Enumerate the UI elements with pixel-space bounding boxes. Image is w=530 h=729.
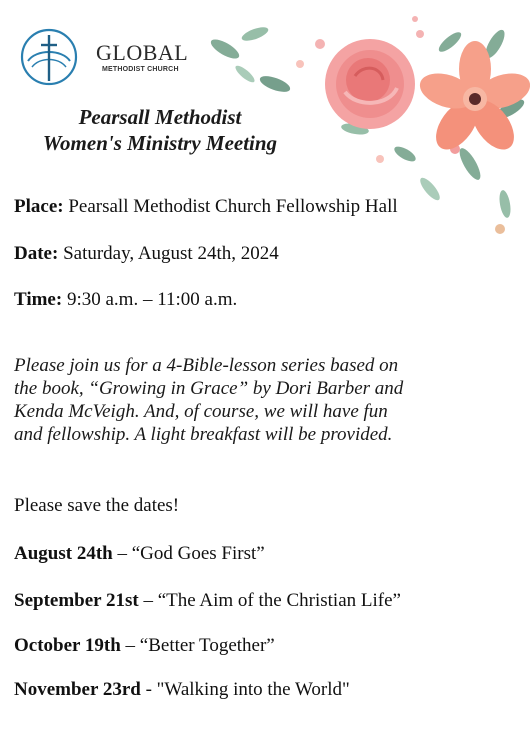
date-label: Date: [14, 243, 59, 264]
date-line [14, 243, 279, 265]
description-line: the book, “Growing in Grace” by Dori Barber and [14, 378, 404, 399]
session-separator: – [138, 590, 158, 611]
session-date: August 24th [14, 543, 113, 564]
org-name [96, 42, 188, 73]
place-line [14, 196, 398, 218]
session-date: October 19th [14, 635, 121, 656]
session-date: September 21st [14, 590, 139, 611]
session-item [14, 543, 265, 565]
session-topic: “God Goes First” [131, 543, 265, 564]
event-title-line-2: Women's Ministry Meeting [42, 131, 278, 155]
place-value: Pearsall Methodist Church Fellowship Hall [68, 196, 398, 217]
save-dates-text: Please save the dates! [14, 495, 180, 516]
session-item [14, 635, 275, 657]
session-separator: – [112, 543, 132, 564]
session-topic: “Better Together” [139, 635, 275, 656]
org-subtitle: METHODIST CHURCH [102, 66, 179, 73]
time-label: Time: [14, 289, 63, 310]
description-line: and fellowship. A light breakfast will be provided. [14, 424, 393, 445]
event-title-line-1: Pearsall Methodist [78, 105, 242, 129]
session-item [14, 590, 401, 612]
description-line: Please join us for a 4-Bible-lesson series based on [14, 355, 399, 376]
date-value: Saturday, August 24th, 2024 [63, 243, 279, 264]
session-topic: “The Aim of the Christian Life” [157, 590, 401, 611]
session-item [14, 679, 350, 701]
time-line [14, 289, 237, 311]
description-line: Kenda McVeigh. And, of course, we will have fun [14, 401, 388, 422]
session-date: November 23rd [14, 679, 141, 700]
time-value: 9:30 a.m. – 11:00 a.m. [66, 289, 238, 310]
place-label: Place: [14, 196, 64, 217]
cross-flame-icon [18, 27, 80, 87]
session-separator: - [140, 679, 157, 700]
session-separator: – [120, 635, 140, 656]
session-topic: "Walking into the World" [156, 679, 350, 700]
org-name-text: GLOBAL [96, 40, 189, 65]
description-paragraph [14, 354, 484, 446]
